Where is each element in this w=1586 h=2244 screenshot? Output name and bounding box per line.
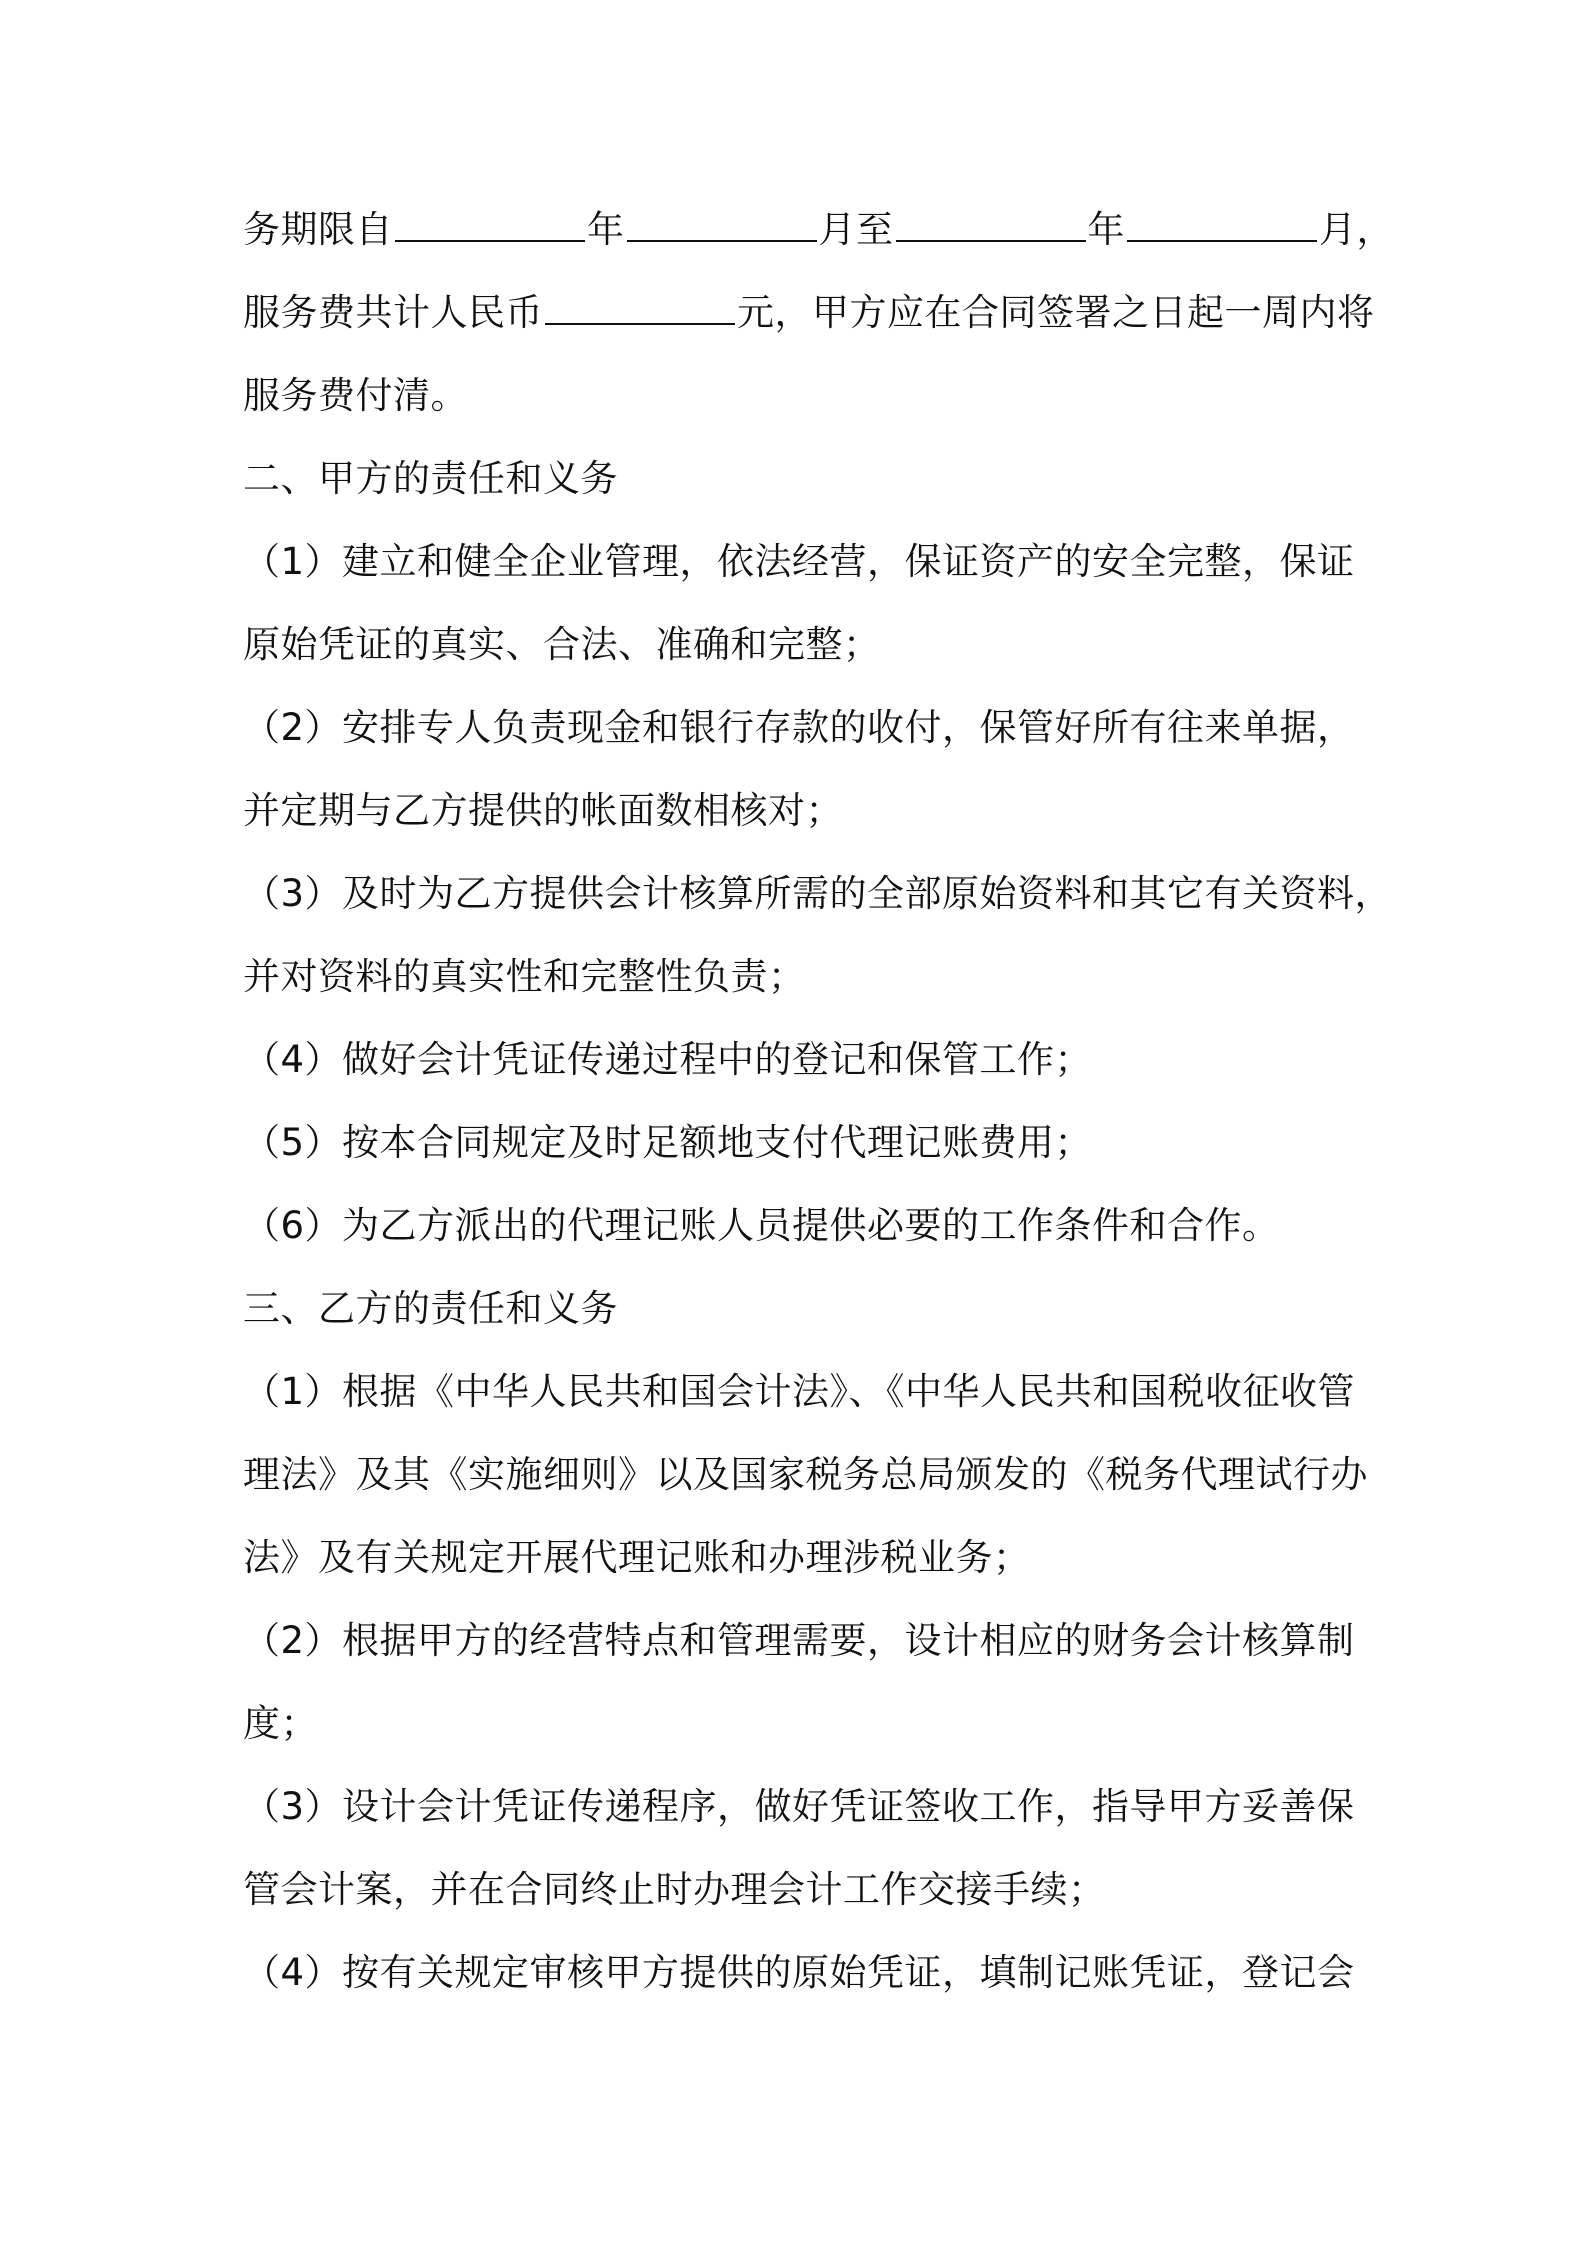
- text-line-22: （4）按有关规定审核甲方提供的原始凭证，填制记账凭证，登记会: [243, 1951, 1355, 1994]
- line-1-part-3: 月至: [818, 208, 894, 251]
- section-heading-party-b: 三、乙方的责任和义务: [243, 1287, 618, 1330]
- text-line-17: 法》及有关规定开展代理记账和办理涉税业务；: [243, 1536, 1031, 1579]
- line-1-part-4: 年: [1087, 208, 1125, 251]
- text-line-8: 并定期与乙方提供的帐面数相核对；: [243, 789, 843, 832]
- text-line-15: （1）根据《中华人民共和国会计法》、《中华人民共和国税收征收管: [243, 1370, 1356, 1413]
- line-1-part-5: 月，: [1319, 208, 1394, 251]
- text-line-1: [243, 205, 1394, 255]
- text-line-20: （3）设计会计凭证传递程序，做好凭证签收工作，指导甲方妥善保: [243, 1785, 1355, 1828]
- text-line-6: 原始凭证的真实、合法、准确和完整；: [243, 623, 881, 666]
- line-1-part-2: 年: [587, 208, 625, 251]
- text-line-5: （1）建立和健全企业管理，依法经营，保证资产的安全完整，保证: [243, 540, 1355, 583]
- text-line-7: （2）安排专人负责现金和银行存款的收付，保管好所有往来单据，: [243, 706, 1355, 749]
- text-line-9: （3）及时为乙方提供会计核算所需的全部原始资料和其它有关资料，: [243, 872, 1393, 915]
- text-line-3: 服务费付清。: [243, 374, 468, 417]
- line-1-part-1: 务期限自: [243, 208, 393, 251]
- line-2-part-1: 服务费共计人民币: [243, 291, 543, 334]
- text-line-13: （6）为乙方派出的代理记账人员提供必要的工作条件和合作。: [243, 1204, 1280, 1247]
- text-line-11: （4）做好会计凭证传递过程中的登记和保管工作；: [243, 1038, 1093, 1081]
- blank-start-year: [395, 210, 585, 242]
- line-2-part-2: 元，甲方应在合同签署之日起一周内将: [737, 291, 1375, 334]
- text-line-2: [243, 288, 1375, 338]
- text-line-21: 管会计案，并在合同终止时办理会计工作交接手续；: [243, 1868, 1106, 1911]
- text-line-10: 并对资料的真实性和完整性负责；: [243, 955, 806, 998]
- text-line-19: 度；: [243, 1702, 318, 1745]
- blank-end-month: [1127, 210, 1317, 242]
- text-line-18: （2）根据甲方的经营特点和管理需要，设计相应的财务会计核算制: [243, 1619, 1355, 1662]
- blank-fee-amount: [545, 293, 735, 325]
- text-line-12: （5）按本合同规定及时足额地支付代理记账费用；: [243, 1121, 1093, 1164]
- text-line-16: 理法》及其《实施细则》以及国家税务总局颁发的《税务代理试行办: [243, 1453, 1368, 1496]
- blank-start-month: [627, 210, 817, 242]
- section-heading-party-a: 二、甲方的责任和义务: [243, 457, 618, 500]
- blank-end-year: [896, 210, 1086, 242]
